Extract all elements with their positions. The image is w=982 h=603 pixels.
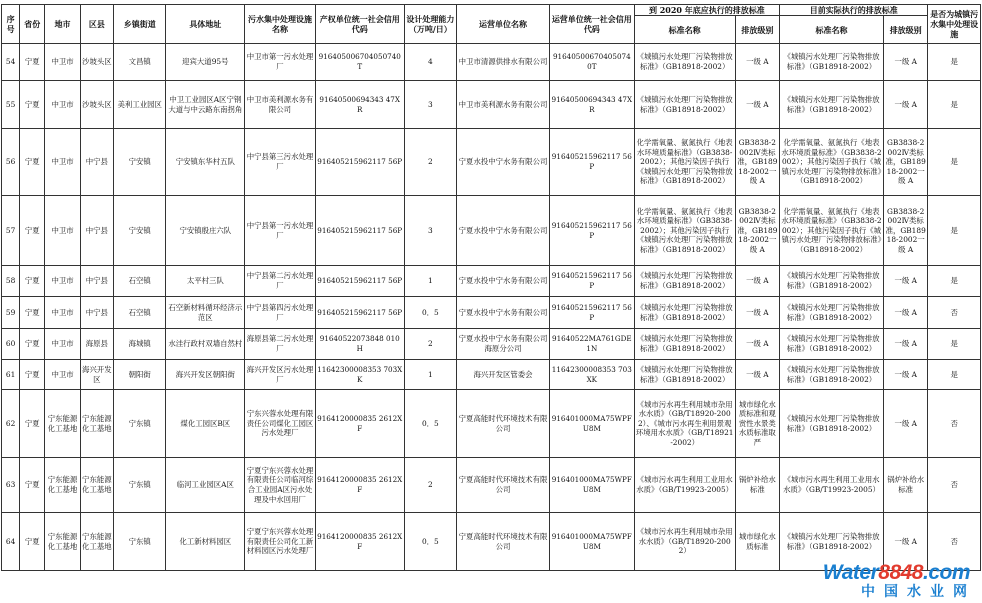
cell-seq: 56	[2, 129, 20, 196]
cell-operator: 宁夏高能时代环境技术有限公司	[457, 390, 550, 458]
header-std-name: 标准名称	[634, 16, 735, 44]
cell-capacity: 0．5	[404, 513, 456, 571]
cell-province: 宁夏	[20, 129, 45, 196]
cell-owner-code: 916405006704050740T	[315, 44, 404, 81]
table-row	[2, 81, 981, 129]
header-operator-code: 运营单位统一社会信用代码	[549, 5, 634, 44]
cell-operator-code: 916401000MA75WPFU8M	[549, 390, 634, 458]
cell-std-name: 化学需氧量、氨氮执行《地表水环境质量标准》（GB3838-2002）；其他污染因子执行《城镇污水处理厂污染物排放标准》（GB18918-2002）	[634, 196, 735, 266]
cell-address: 太平村三队	[166, 266, 245, 297]
header-owner-code: 产权单位统一社会信用代码	[315, 5, 404, 44]
header-actual-level: 排放级别	[883, 16, 927, 44]
table-row	[2, 44, 981, 81]
header-seq: 序号	[2, 5, 20, 44]
table-row	[2, 329, 981, 360]
cell-operator-code: 11642300008353 703XK	[549, 360, 634, 390]
cell-capacity: 3	[404, 81, 456, 129]
cell-plant-name: 宁夏宁东兴蓉水处理有限责任公司化工新材料园区污水处理厂	[245, 513, 316, 571]
cell-city: 中卫市	[45, 266, 80, 297]
table-row	[2, 297, 981, 329]
cell-county: 宁东能源化工基地	[80, 390, 113, 458]
cell-owner-code: 9164120000835 2612XF	[315, 458, 404, 513]
cell-capacity: 2	[404, 458, 456, 513]
cell-county: 沙坡头区	[80, 81, 113, 129]
table-row	[2, 266, 981, 297]
cell-actual-std-name: 《城市污水再生利用工业用水水质》（GB/T19923-2005）	[780, 458, 884, 513]
cell-operator: 海兴开发区管委会	[457, 360, 550, 390]
cell-std-level: GB3838-2002Ⅳ类标准，GB18918-2002一级 A	[735, 196, 779, 266]
cell-std-level: 一级 A	[735, 329, 779, 360]
cell-actual-std-name: 《城镇污水处理厂污染物排放标准》（GB18918-2002）	[780, 329, 884, 360]
cell-operator: 宁夏高能时代环境技术有限公司	[457, 513, 550, 571]
cell-town: 海城镇	[113, 329, 165, 360]
header-level: 排放级别	[735, 16, 779, 44]
cell-owner-code: 916405215962117 56P	[315, 129, 404, 196]
cell-is-city: 否	[928, 458, 981, 513]
cell-town: 宁东镇	[113, 390, 165, 458]
cell-std-level: 一级 A	[735, 266, 779, 297]
cell-address: 临河工业园区A区	[166, 458, 245, 513]
header-actual: 目前实际执行的排放标准	[780, 5, 928, 16]
header-plant: 污水集中处理设施名称	[245, 5, 316, 44]
cell-seq: 60	[2, 329, 20, 360]
cell-seq: 62	[2, 390, 20, 458]
cell-std-level: 锅炉补给水标准	[735, 458, 779, 513]
cell-actual-std-name: 《城镇污水处理厂污染物排放标准》（GB18918-2002）	[780, 513, 884, 571]
cell-town: 宁安镇	[113, 196, 165, 266]
cell-town: 石空镇	[113, 297, 165, 329]
cell-actual-level: 一级 A	[883, 266, 927, 297]
cell-std-name: 《城市污水再生利用工业用水水质》（GB/T19923-2005）	[634, 458, 735, 513]
cell-address: 海兴开发区朝阳街	[166, 360, 245, 390]
cell-actual-std-name: 化学需氧量、氨氮执行《地表水环境质量标准》（GB3838-2002）；其他污染因子执行《城镇污水处理厂污染物排放标准》（GB18918-2002）	[780, 129, 884, 196]
cell-county: 中宁县	[80, 266, 113, 297]
cell-actual-level: 锅炉补给水标准	[883, 458, 927, 513]
cell-address: 煤化工园区B区	[166, 390, 245, 458]
cell-is-city: 否	[928, 513, 981, 571]
cell-operator: 宁夏水投中宁水务有限公司	[457, 196, 550, 266]
cell-is-city: 否	[928, 297, 981, 329]
table-row	[2, 360, 981, 390]
cell-operator: 中卫市美利源水务有限公司	[457, 81, 550, 129]
cell-std-level: 一级 A	[735, 297, 779, 329]
cell-std-level: GB3838-2002Ⅳ类标准，GB18918-2002一级 A	[735, 129, 779, 196]
cell-city: 中卫市	[45, 129, 80, 196]
cell-operator: 宁夏水投中宁水务有限公司	[457, 266, 550, 297]
cell-province: 宁夏	[20, 458, 45, 513]
cell-county: 中宁县	[80, 196, 113, 266]
cell-actual-std-name: 《城镇污水处理厂污染物排放标准》（GB18918-2002）	[780, 360, 884, 390]
cell-county: 中宁县	[80, 129, 113, 196]
wastewater-facility-table	[1, 4, 981, 571]
cell-actual-level: 一级 A	[883, 360, 927, 390]
cell-plant-name: 海原县第二污水处理厂	[245, 329, 316, 360]
watermark-name: 中国水业网	[861, 584, 976, 600]
cell-address: 中卫工业园区A区宁钢大道与中云路东南拐角	[166, 81, 245, 129]
cell-operator-code: 916405215962117 56P	[549, 196, 634, 266]
cell-std-level: 城市绿化水质标准	[735, 513, 779, 571]
cell-town: 文昌镇	[113, 44, 165, 81]
cell-owner-code: 91640522073848 010H	[315, 329, 404, 360]
cell-capacity: 4	[404, 44, 456, 81]
cell-owner-code: 9164120000835 2612XF	[315, 513, 404, 571]
cell-operator-code: 916405215962117 56P	[549, 266, 634, 297]
header-address: 具体地址	[166, 5, 245, 44]
cell-std-name: 《城镇污水处理厂污染物排放标准》（GB18918-2002）	[634, 297, 735, 329]
cell-std-level: 一级 A	[735, 44, 779, 81]
cell-actual-std-name: 《城镇污水处理厂污染物排放标准》（GB18918-2002）	[780, 297, 884, 329]
cell-owner-code: 916405215962117 56P	[315, 297, 404, 329]
cell-plant-name: 中宁县第二污水处理厂	[245, 266, 316, 297]
cell-actual-std-name: 《城镇污水处理厂污染物排放标准》（GB18918-2002）	[780, 44, 884, 81]
cell-town: 朝阳街	[113, 360, 165, 390]
cell-operator: 宁夏水投中宁水务有限公司	[457, 297, 550, 329]
cell-county: 中宁县	[80, 297, 113, 329]
cell-province: 宁夏	[20, 297, 45, 329]
cell-city: 宁东能源化工基地	[45, 513, 80, 571]
cell-operator: 中卫市清源供排水有限公司	[457, 44, 550, 81]
cell-is-city: 是	[928, 44, 981, 81]
cell-capacity: 3	[404, 196, 456, 266]
watermark-domain: Water8848.com	[822, 561, 970, 584]
cell-std-name: 《城市污水再生利用城市杂用水水质》（GB/T18920-2002）	[634, 513, 735, 571]
cell-province: 宁夏	[20, 196, 45, 266]
header-province: 省份	[20, 5, 45, 44]
header-county: 区县	[80, 5, 113, 44]
cell-seq: 55	[2, 81, 20, 129]
cell-is-city: 是	[928, 129, 981, 196]
cell-province: 宁夏	[20, 390, 45, 458]
cell-address: 水洼行政村双墙自然村	[166, 329, 245, 360]
cell-is-city: 否	[928, 390, 981, 458]
cell-actual-level: 一级 A	[883, 297, 927, 329]
table-row	[2, 196, 981, 266]
watermark-logo	[822, 561, 978, 601]
cell-actual-std-name: 《城镇污水处理厂污染物排放标准》（GB18918-2002）	[780, 81, 884, 129]
cell-seq: 54	[2, 44, 20, 81]
cell-province: 宁夏	[20, 513, 45, 571]
cell-capacity: 2	[404, 329, 456, 360]
cell-actual-std-name: 《城镇污水处理厂污染物排放标准》（GB18918-2002）	[780, 390, 884, 458]
cell-county: 宁东能源化工基地	[80, 513, 113, 571]
cell-operator-code: 91640500694343 47XR	[549, 81, 634, 129]
cell-actual-std-name: 化学需氧量、氨氮执行《地表水环境质量标准》（GB3838-2002）；其他污染因子执行《城镇污水处理厂污染物排放标准》（GB18918-2002）	[780, 196, 884, 266]
cell-actual-std-name: 《城镇污水处理厂污染物排放标准》（GB18918-2002）	[780, 266, 884, 297]
cell-capacity: 1	[404, 266, 456, 297]
cell-capacity: 0．5	[404, 390, 456, 458]
cell-std-level: 城市绿化水质标准和观赏性水景类水质标准取严	[735, 390, 779, 458]
cell-province: 宁夏	[20, 266, 45, 297]
header-capacity: 设计处理能力（万吨/日）	[404, 5, 456, 44]
cell-city: 中卫市	[45, 360, 80, 390]
cell-plant-name: 宁夏宁东兴蓉水处理有限责任公司临河综合工业园A区污水处理及中水回用厂	[245, 458, 316, 513]
cell-operator: 宁夏高能时代环境技术有限公司	[457, 458, 550, 513]
cell-actual-level: 一级 A	[883, 81, 927, 129]
cell-actual-level: 一级 A	[883, 390, 927, 458]
cell-county: 海兴开发区	[80, 360, 113, 390]
cell-operator-code: 916401000MA75WPFU8M	[549, 458, 634, 513]
cell-is-city: 是	[928, 266, 981, 297]
cell-operator-code: 916405006704050740T	[549, 44, 634, 81]
cell-std-name: 《城市污水再生利用城市杂用水水质》（GB/T18920-2002）、《城市污水再生利用景观环境用水水质》（GB/T18921-2002）	[634, 390, 735, 458]
cell-city: 中卫市	[45, 297, 80, 329]
cell-operator: 宁夏水投中宁水务有限公司海原分公司	[457, 329, 550, 360]
header-operator: 运营单位名称	[457, 5, 550, 44]
cell-address: 宁安镇殷庄六队	[166, 196, 245, 266]
cell-city: 宁东能源化工基地	[45, 458, 80, 513]
cell-seq: 58	[2, 266, 20, 297]
cell-town: 美利工业园区	[113, 81, 165, 129]
cell-actual-level: GB3838-2002Ⅳ类标准，GB18918-2002一级 A	[883, 196, 927, 266]
cell-plant-name: 宁东兴蓉水处理有限责任公司煤化工园区污水处理厂	[245, 390, 316, 458]
cell-capacity: 1	[404, 360, 456, 390]
cell-actual-level: 一级 A	[883, 44, 927, 81]
cell-plant-name: 中宁县第一污水处理厂	[245, 196, 316, 266]
header-is-city: 是否为城镇污水集中处理设施	[928, 5, 981, 44]
cell-city: 中卫市	[45, 329, 80, 360]
cell-owner-code: 11642300008353 703XK	[315, 360, 404, 390]
header-std2020: 到 2020 年底应执行的排放标准	[634, 5, 779, 16]
cell-address: 石空新材料循环经济示范区	[166, 297, 245, 329]
cell-std-name: 《城镇污水处理厂污染物排放标准》（GB18918-2002）	[634, 266, 735, 297]
cell-seq: 63	[2, 458, 20, 513]
cell-seq: 61	[2, 360, 20, 390]
cell-std-name: 《城镇污水处理厂污染物排放标准》（GB18918-2002）	[634, 329, 735, 360]
cell-seq: 57	[2, 196, 20, 266]
cell-operator-code: 91640522MA761GDE1N	[549, 329, 634, 360]
header-town: 乡镇街道	[113, 5, 165, 44]
cell-plant-name: 海兴开发区污水处理厂	[245, 360, 316, 390]
cell-address: 化工新材料园区	[166, 513, 245, 571]
cell-is-city: 是	[928, 360, 981, 390]
table-row	[2, 129, 981, 196]
cell-owner-code: 9164120000835 2612XF	[315, 390, 404, 458]
cell-county: 沙坡头区	[80, 44, 113, 81]
cell-std-level: 一级 A	[735, 360, 779, 390]
cell-is-city: 是	[928, 329, 981, 360]
cell-plant-name: 中宁县第三污水处理厂	[245, 129, 316, 196]
cell-capacity: 0．5	[404, 297, 456, 329]
cell-address: 迎宾大道95号	[166, 44, 245, 81]
cell-owner-code: 916405215962117 56P	[315, 196, 404, 266]
cell-city: 宁东能源化工基地	[45, 390, 80, 458]
cell-seq: 64	[2, 513, 20, 571]
cell-operator-code: 916405215962117 56P	[549, 297, 634, 329]
cell-is-city: 是	[928, 81, 981, 129]
cell-std-name: 《城镇污水处理厂污染物排放标准》（GB18918-2002）	[634, 81, 735, 129]
cell-is-city: 是	[928, 196, 981, 266]
cell-plant-name: 中卫市第一污水处理厂	[245, 44, 316, 81]
cell-operator: 宁夏水投中宁水务有限公司	[457, 129, 550, 196]
table-row	[2, 458, 981, 513]
cell-seq: 59	[2, 297, 20, 329]
cell-capacity: 2	[404, 129, 456, 196]
cell-std-name: 化学需氧量、氨氮执行《地表水环境质量标准》（GB3838-2002）；其他污染因子执行《城镇污水处理厂污染物排放标准》（GB18918-2002）	[634, 129, 735, 196]
header-city: 地市	[45, 5, 80, 44]
cell-city: 中卫市	[45, 196, 80, 266]
cell-owner-code: 916405215962117 56P	[315, 266, 404, 297]
cell-actual-level: 一级 A	[883, 513, 927, 571]
cell-province: 宁夏	[20, 44, 45, 81]
cell-plant-name: 中宁县第四污水处理厂	[245, 297, 316, 329]
cell-town: 宁东镇	[113, 513, 165, 571]
cell-address: 宁安镇东华村五队	[166, 129, 245, 196]
cell-county: 海原县	[80, 329, 113, 360]
cell-town: 石空镇	[113, 266, 165, 297]
cell-province: 宁夏	[20, 81, 45, 129]
cell-operator-code: 916401000MA75WPFU8M	[549, 513, 634, 571]
table-row	[2, 390, 981, 458]
cell-province: 宁夏	[20, 360, 45, 390]
cell-county: 宁东能源化工基地	[80, 458, 113, 513]
cell-actual-level: GB3838-2002Ⅳ类标准，GB18918-2002一级 A	[883, 129, 927, 196]
cell-operator-code: 916405215962117 56P	[549, 129, 634, 196]
cell-town: 宁安镇	[113, 129, 165, 196]
cell-plant-name: 中卫市美利源水务有限公司	[245, 81, 316, 129]
cell-city: 中卫市	[45, 81, 80, 129]
cell-province: 宁夏	[20, 329, 45, 360]
cell-owner-code: 91640500694343 47XR	[315, 81, 404, 129]
header-actual-std-name: 标准名称	[780, 16, 884, 44]
cell-std-level: 一级 A	[735, 81, 779, 129]
cell-city: 中卫市	[45, 44, 80, 81]
cell-actual-level: 一级 A	[883, 329, 927, 360]
cell-std-name: 《城镇污水处理厂污染物排放标准》（GB18918-2002）	[634, 360, 735, 390]
cell-std-name: 《城镇污水处理厂污染物排放标准》（GB18918-2002）	[634, 44, 735, 81]
cell-town: 宁东镇	[113, 458, 165, 513]
